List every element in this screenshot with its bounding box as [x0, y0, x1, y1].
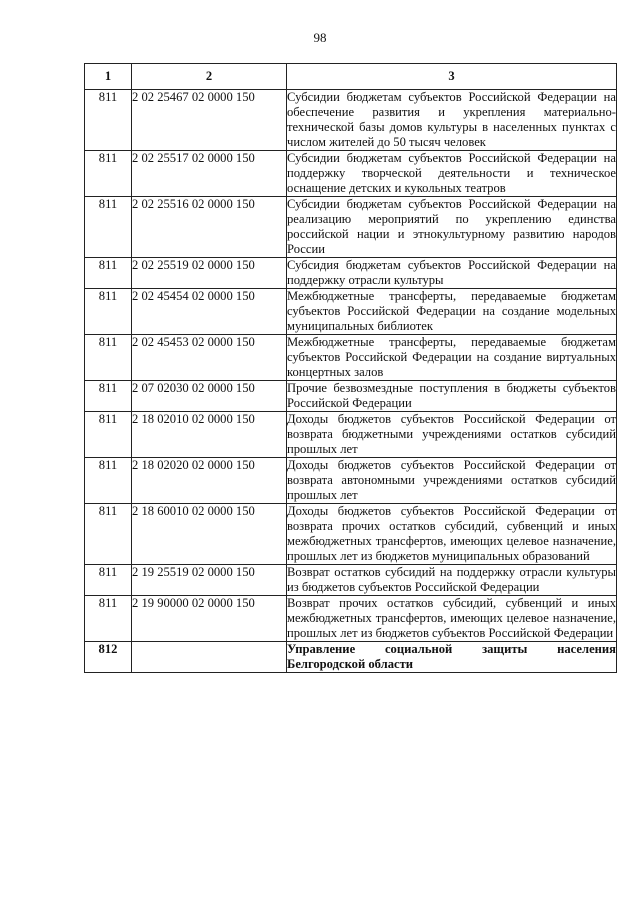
table-row	[85, 642, 617, 673]
budget-code-cell: 2 02 25517 02 0000 150	[132, 151, 287, 197]
budget-code-cell: 2 02 45454 02 0000 150	[132, 289, 287, 335]
table-row	[85, 151, 617, 197]
page-number: 98	[313, 30, 327, 45]
budget-code-cell	[132, 642, 287, 673]
table-row	[85, 197, 617, 258]
table-row	[85, 90, 617, 151]
table-row	[85, 458, 617, 504]
table-row	[85, 412, 617, 458]
admin-code-cell: 811	[85, 258, 132, 289]
budget-code-cell: 2 18 02010 02 0000 150	[132, 412, 287, 458]
table-row	[85, 596, 617, 642]
budget-code-cell: 2 18 02020 02 0000 150	[132, 458, 287, 504]
admin-code-cell: 811	[85, 458, 132, 504]
table-row	[85, 565, 617, 596]
revenue-name-cell: Доходы бюджетов субъектов Российской Федерации от возврата бюджетными учреждениями остатков субсидий прошлых лет	[287, 412, 616, 456]
admin-code-cell: 811	[85, 151, 132, 197]
column-header-admin: 1	[85, 64, 132, 90]
budget-code-cell: 2 02 25516 02 0000 150	[132, 197, 287, 258]
revenue-name-cell: Субсидии бюджетам субъектов Российской Федерации на поддержку творческой деятельности и техническое оснащение детских и кукольных театров	[287, 151, 616, 195]
budget-code-cell: 2 02 45453 02 0000 150	[132, 335, 287, 381]
revenue-name-cell: Субсидии бюджетам субъектов Российской Федерации на обеспечение развития и укрепления материально-технической базы домов культуры в населенных пунктах с числом жителей до 50 тысяч человек	[287, 90, 616, 149]
revenue-name-cell: Доходы бюджетов субъектов Российской Федерации от возврата автономными учреждениями остатков субсидий прошлых лет	[287, 458, 616, 502]
budget-code-cell: 2 02 25467 02 0000 150	[132, 90, 287, 151]
revenue-name-cell: Межбюджетные трансферты, передаваемые бюджетам субъектов Российской Федерации на создание виртуальных концертных залов	[287, 335, 616, 379]
budget-code-cell: 2 19 90000 02 0000 150	[132, 596, 287, 642]
admin-code-cell: 811	[85, 197, 132, 258]
budget-classification-table	[84, 63, 617, 673]
admin-code-cell: 811	[85, 335, 132, 381]
column-header-name: 3	[287, 64, 617, 90]
table-header-row	[85, 64, 617, 90]
table-row	[85, 258, 617, 289]
table-row	[85, 504, 617, 565]
admin-code-cell: 811	[85, 90, 132, 151]
revenue-name-cell: Управление социальной защиты населения Белгородской области	[287, 642, 616, 671]
revenue-name-cell: Возврат остатков субсидий на поддержку отрасли культуры из бюджетов субъектов Российской Федерации	[287, 565, 616, 594]
revenue-name-cell: Доходы бюджетов субъектов Российской Федерации от возврата прочих остатков субсидий, субвенций и иных межбюджетных трансфертов, имеющих целевое назначение, прошлых лет из бюджетов муниципальных образований	[287, 504, 616, 563]
budget-code-cell: 2 02 25519 02 0000 150	[132, 258, 287, 289]
budget-code-cell: 2 19 25519 02 0000 150	[132, 565, 287, 596]
revenue-name-cell: Субсидии бюджетам субъектов Российской Федерации на реализацию мероприятий по укреплению единства российской нации и этнокультурному развитию народов России	[287, 197, 616, 256]
table-row	[85, 335, 617, 381]
admin-code-cell: 811	[85, 289, 132, 335]
revenue-name-cell: Межбюджетные трансферты, передаваемые бюджетам субъектов Российской Федерации на создание модельных муниципальных библиотек	[287, 289, 616, 333]
revenue-name-cell: Субсидия бюджетам субъектов Российской Федерации на поддержку отрасли культуры	[287, 258, 616, 287]
table-row	[85, 289, 617, 335]
column-header-code: 2	[132, 64, 287, 90]
admin-code-cell: 811	[85, 565, 132, 596]
budget-code-cell: 2 18 60010 02 0000 150	[132, 504, 287, 565]
admin-code-cell: 812	[85, 642, 132, 673]
revenue-name-cell: Прочие безвозмездные поступления в бюджеты субъектов Российской Федерации	[287, 381, 616, 410]
budget-code-cell: 2 07 02030 02 0000 150	[132, 381, 287, 412]
table-row	[85, 381, 617, 412]
admin-code-cell: 811	[85, 412, 132, 458]
admin-code-cell: 811	[85, 504, 132, 565]
admin-code-cell: 811	[85, 381, 132, 412]
admin-code-cell: 811	[85, 596, 132, 642]
revenue-name-cell: Возврат прочих остатков субсидий, субвенций и иных межбюджетных трансфертов, имеющих целевое назначение, прошлых лет из бюджетов субъектов Российской Федерации	[287, 596, 616, 640]
